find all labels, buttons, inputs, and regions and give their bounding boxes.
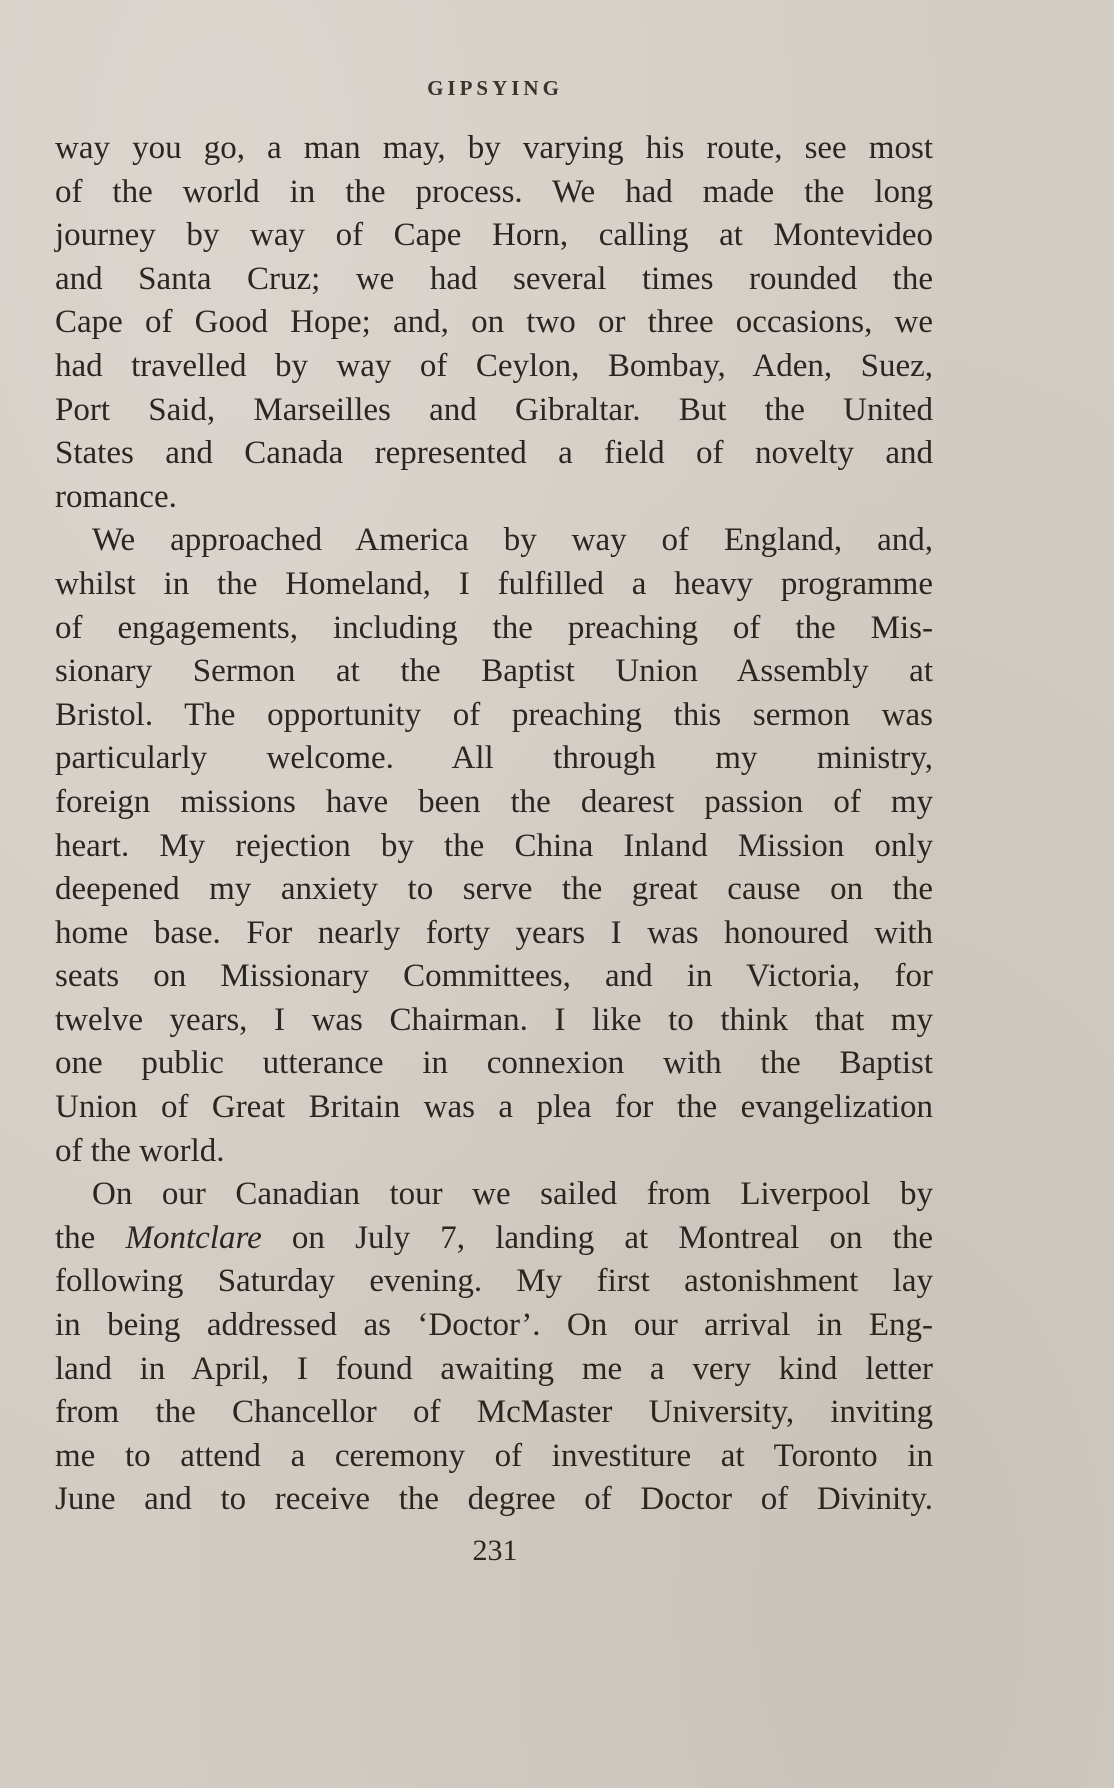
text-line: of the world in the process. We had made the long	[55, 173, 933, 210]
text-line: Union of Great Britain was a plea for the evangelization	[55, 1089, 933, 1126]
ship-name-italic: Montclare	[125, 1219, 262, 1256]
text-line: twelve years, I was Chairman. I like to think that my	[55, 1001, 933, 1038]
text-line: had travelled by way of Ceylon, Bombay, Aden, Suez,	[55, 347, 933, 384]
text-line: Port Said, Marseilles and Gibraltar. But the United	[55, 391, 933, 428]
body-text	[55, 127, 933, 1522]
text-line: of engagements, including the preaching of the Mis-	[55, 609, 933, 646]
text-line: States and Canada represented a field of novelty and	[55, 435, 933, 472]
text-line: sionary Sermon at the Baptist Union Assembly at	[55, 653, 933, 690]
text-line: land in April, I found awaiting me a very kind letter	[55, 1350, 933, 1387]
text-line: from the Chancellor of McMaster University, inviting	[55, 1394, 933, 1431]
text-line: whilst in the Homeland, I fulfilled a heavy programme	[55, 565, 933, 602]
text-line: of the world.	[55, 1132, 225, 1169]
text-line: foreign missions have been the dearest passion of my	[55, 783, 933, 820]
text-line: June and to receive the degree of Doctor of Divinity.	[55, 1481, 933, 1518]
text-line: Cape of Good Hope; and, on two or three occasions, we	[55, 304, 933, 341]
text-line: one public utterance in connexion with the Baptist	[55, 1045, 933, 1082]
text-line: Bristol. The opportunity of preaching this sermon was	[55, 696, 933, 733]
text-line: following Saturday evening. My first astonishment lay	[55, 1263, 933, 1300]
running-head: GIPSYING	[427, 76, 563, 100]
text-line: me to attend a ceremony of investiture at Toronto in	[55, 1437, 933, 1474]
text-line: seats on Missionary Committees, and in Victoria, for	[55, 958, 933, 995]
text-line: romance.	[55, 478, 177, 515]
text-line: in being addressed as ‘Doctor’. On our arrival in Eng-	[55, 1307, 933, 1344]
text-line: heart. My rejection by the China Inland Mission only	[55, 827, 933, 864]
text-line: and Santa Cruz; we had several times rounded the	[55, 260, 933, 297]
paragraph-first-line: On our Canadian tour we sailed from Liverpool by	[92, 1176, 933, 1213]
paragraph-first-line: We approached America by way of England, and,	[92, 522, 933, 559]
page-number: 231	[472, 1534, 518, 1567]
text-line: way you go, a man may, by varying his route, see most	[55, 130, 933, 166]
text-run: the	[55, 1219, 126, 1256]
text-line: particularly welcome. All through my ministry,	[55, 740, 933, 777]
text-line: deepened my anxiety to serve the great cause on the	[55, 871, 933, 908]
text-line-with-italic	[55, 1217, 933, 1261]
text-run: on July 7, landing at Montreal on the	[261, 1219, 933, 1256]
text-line: home base. For nearly forty years I was honoured with	[55, 914, 933, 951]
text-line: journey by way of Cape Horn, calling at Montevideo	[55, 217, 933, 254]
